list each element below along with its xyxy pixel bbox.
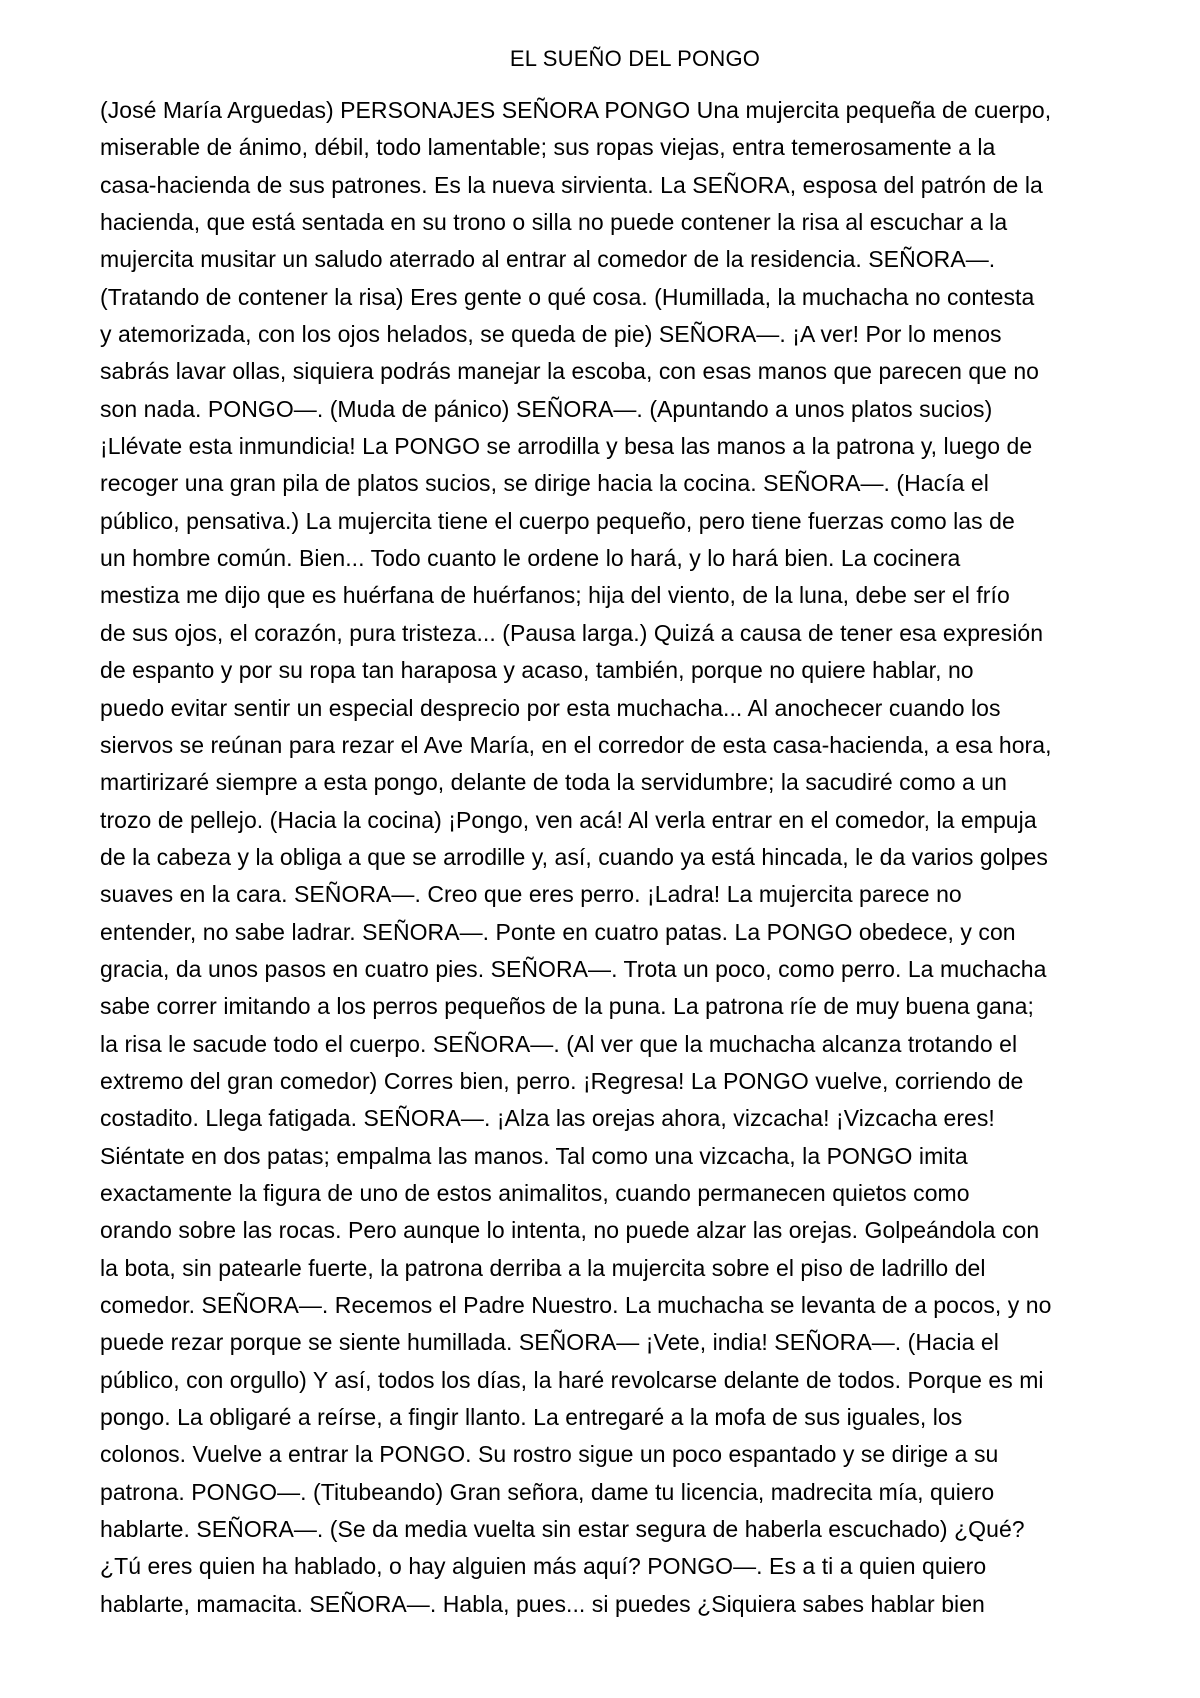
text-line: suaves en la cara. SEÑORA—. Creo que eres perro. ¡Ladra! La mujercita parece no (100, 881, 962, 908)
text-line: exactamente la figura de uno de estos animalitos, cuando permanecen quietos como (100, 1179, 970, 1206)
text-line: hablarte. SEÑORA—. (Se da media vuelta sin estar segura de haberla escuchado) ¿Qué? (100, 1516, 1025, 1543)
text-line: (Tratando de contener la risa) Eres gente o qué cosa. (Humillada, la muchacha no contesta (100, 283, 1035, 310)
text-line: Siéntate en dos patas; empalma las manos. Tal como una vizcacha, la PONGO imita (100, 1142, 968, 1169)
text-line: extremo del gran comedor) Corres bien, perro. ¡Regresa! La PONGO vuelve, corriendo de (100, 1067, 1024, 1094)
text-line: de sus ojos, el corazón, pura tristeza... (Pausa larga.) Quizá a causa de tener esa expresión (100, 619, 1044, 646)
text-line: costadito. Llega fatigada. SEÑORA—. ¡Alza las orejas ahora, vizcacha! ¡Vizcacha eres! (100, 1105, 995, 1132)
text-line: (José María Arguedas) PERSONAJES SEÑORA PONGO Una mujercita pequeña de cuerpo, (100, 97, 1052, 123)
text-line: mestiza me dijo que es huérfana de huérfanos; hija del viento, de la luna, debe ser el frío (100, 582, 1010, 609)
text-line: recoger una gran pila de platos sucios, se dirige hacia la cocina. SEÑORA—. (Hacía el (100, 470, 989, 497)
text-line: patrona. PONGO—. (Titubeando) Gran señora, dame tu licencia, madrecita mía, quiero (100, 1478, 995, 1505)
text-line: colonos. Vuelve a entrar la PONGO. Su rostro sigue un poco espantado y se dirige a su (100, 1441, 999, 1468)
text-line: ¡Llévate esta inmundicia! La PONGO se arrodilla y besa las manos a la patrona y, luego de (100, 433, 1033, 460)
text-line: sabrás lavar ollas, siquiera podrás manejar la escoba, con esas manos que parecen que no (100, 358, 1040, 385)
text-line: la bota, sin patearle fuerte, la patrona derriba a la mujercita sobre el piso de ladrillo del (100, 1254, 986, 1281)
text-line: martirizaré siempre a esta pongo, delante de toda la servidumbre; la sacudiré como a un (100, 769, 1007, 796)
text-line: de espanto y por su ropa tan haraposa y acaso, también, porque no quiere hablar, no (100, 657, 974, 684)
text-line: puedo evitar sentir un especial desprecio por esta muchacha... Al anochecer cuando los (100, 694, 1001, 721)
text-line: ¿Tú eres quien ha hablado, o hay alguien más aquí? PONGO—. Es a ti a quien quiero (100, 1553, 987, 1580)
text-line: público, pensativa.) La mujercita tiene el cuerpo pequeño, pero tiene fuerzas como las de (100, 507, 1015, 534)
text-line: son nada. PONGO—. (Muda de pánico) SEÑORA—. (Apuntando a unos platos sucios) (100, 395, 993, 422)
text-line: un hombre común. Bien... Todo cuanto le ordene lo hará, y lo hará bien. La cocinera (100, 545, 961, 572)
text-line: siervos se reúnan para rezar el Ave María, en el corredor de esta casa-hacienda, a esa hora, (100, 731, 1052, 758)
text-line: trozo de pellejo. (Hacia la cocina) ¡Pongo, ven acá! Al verla entrar en el comedor, la empuja (100, 806, 1037, 833)
text-line: de la cabeza y la obliga a que se arrodille y, así, cuando ya está hincada, le da varios golpes (100, 843, 1048, 870)
text-line: orando sobre las rocas. Pero aunque lo intenta, no puede alzar las orejas. Golpeándola con (100, 1217, 1040, 1244)
text-line: sabe correr imitando a los perros pequeños de la puna. La patrona ríe de muy buena gana; (100, 993, 1034, 1020)
text-line: puede rezar porque se siente humillada. SEÑORA— ¡Vete, india! SEÑORA—. (Hacia el (100, 1329, 999, 1356)
text-line: comedor. SEÑORA—. Recemos el Padre Nuestro. La muchacha se levanta de a pocos, y no (100, 1292, 1052, 1318)
text-line: casa-hacienda de sus patrones. Es la nueva sirvienta. La SEÑORA, esposa del patrón de la (100, 171, 1043, 198)
text-line: hacienda, que está sentada en su trono o silla no puede contener la risa al escuchar a la (100, 209, 1008, 236)
text-line: pongo. La obligaré a reírse, a fingir llanto. La entregaré a la mofa de sus iguales, los (100, 1404, 963, 1431)
text-line: mujercita musitar un saludo aterrado al entrar al comedor de la residencia. SEÑORA—. (100, 246, 996, 273)
text-line: hablarte, mamacita. SEÑORA—. Habla, pues... si puedes ¿Siquiera sabes hablar bien (100, 1590, 985, 1617)
document-title: EL SUEÑO DEL PONGO (509, 46, 761, 71)
text-line: público, con orgullo) Y así, todos los días, la haré revolcarse delante de todos. Porque es mi (100, 1366, 1044, 1393)
text-line: y atemorizada, con los ojos helados, se queda de pie) SEÑORA—. ¡A ver! Por lo menos (100, 321, 1002, 348)
text-line: gracia, da unos pasos en cuatro pies. SEÑORA—. Trota un poco, como perro. La muchacha (100, 955, 1047, 982)
document-body (100, 92, 1180, 1623)
text-line: miserable de ánimo, débil, todo lamentable; sus ropas viejas, entra temerosamente a la (100, 134, 996, 161)
text-line: la risa le sacude todo el cuerpo. SEÑORA—. (Al ver que la muchacha alcanza trotando el (100, 1030, 1018, 1057)
text-line: entender, no sabe ladrar. SEÑORA—. Ponte en cuatro patas. La PONGO obedece, y con (100, 918, 1016, 945)
